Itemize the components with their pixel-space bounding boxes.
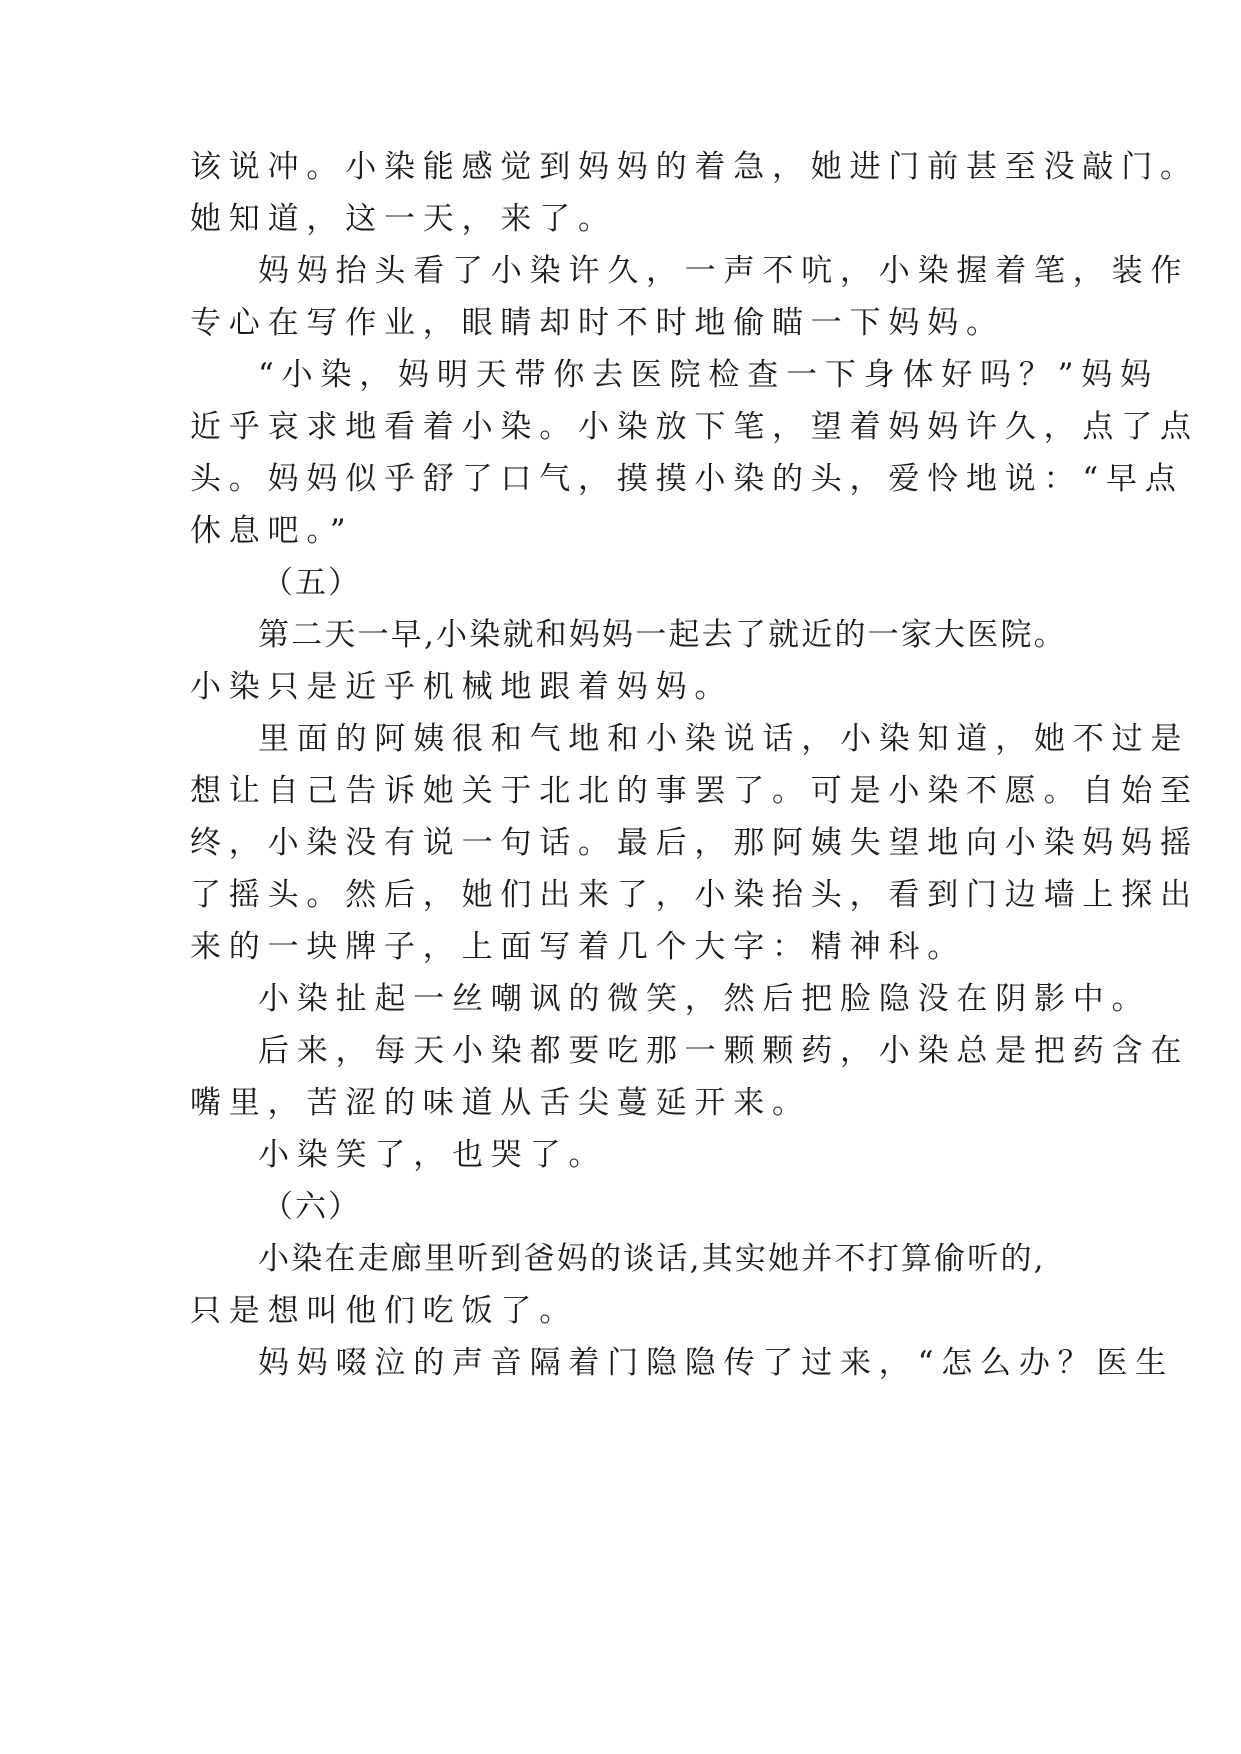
section-heading: （六） (262, 1189, 361, 1225)
text-line: 来的一块牌子，上面写着几个大字：精神科。 (190, 929, 966, 965)
text-line: 小染只是近乎机械地跟着妈妈。 (190, 669, 734, 705)
text-line: 妈妈啜泣的声音隔着门隐隐传了过来，“怎么办？医生 (258, 1345, 1175, 1381)
text-line: 嘴里，苦涩的味道从舌尖蔓延开来。 (190, 1085, 811, 1121)
text-line: 里面的阿姨很和气地和小染说话，小染知道，她不过是 (258, 721, 1190, 757)
text-line: 想让自己告诉她关于北北的事罢了。可是小染不愿。自始至 (190, 773, 1199, 809)
text-line: 她知道，这一天，来了。 (190, 201, 617, 237)
text-line: 终，小染没有说一句话。最后，那阿姨失望地向小染妈妈摇 (190, 825, 1199, 861)
text-line: 只是想叫他们吃饭了。 (190, 1293, 578, 1329)
text-line: 休息吧。” (190, 513, 354, 549)
text-line: 该说冲。小染能感觉到妈妈的着急，她进门前甚至没敲门。 (190, 149, 1199, 185)
text-line: 头。妈妈似乎舒了口气，摸摸小染的头，爱怜地说：“早点 (190, 461, 1184, 497)
text-line: 妈妈抬头看了小染许久，一声不吭，小染握着笔，装作 (258, 253, 1190, 289)
text-line: 后来，每天小染都要吃那一颗颗药，小染总是把药含在 (258, 1033, 1190, 1069)
section-heading: （五） (262, 565, 361, 601)
text-line: 近乎哀求地看着小染。小染放下笔，望着妈妈许久，点了点 (190, 409, 1199, 445)
text-line: 了摇头。然后，她们出来了，小染抬头，看到门边墙上探出 (190, 877, 1199, 913)
text-line: 小染笑了，也哭了。 (258, 1137, 608, 1173)
text-line: 专心在写作业，眼睛却时不时地偷瞄一下妈妈。 (190, 305, 1005, 341)
text-line: 第二天一早,小染就和妈妈一起去了就近的一家大医院。 (258, 617, 1067, 653)
text-line: 小染扯起一丝嘲讽的微笑，然后把脸隐没在阴影中。 (258, 981, 1151, 1017)
text-line: “小染，妈明天带你去医院检查一下身体好吗？”妈妈 (258, 357, 1159, 393)
text-line: 小染在走廊里听到爸妈的谈话,其实她并不打算偷听的, (258, 1241, 1046, 1277)
